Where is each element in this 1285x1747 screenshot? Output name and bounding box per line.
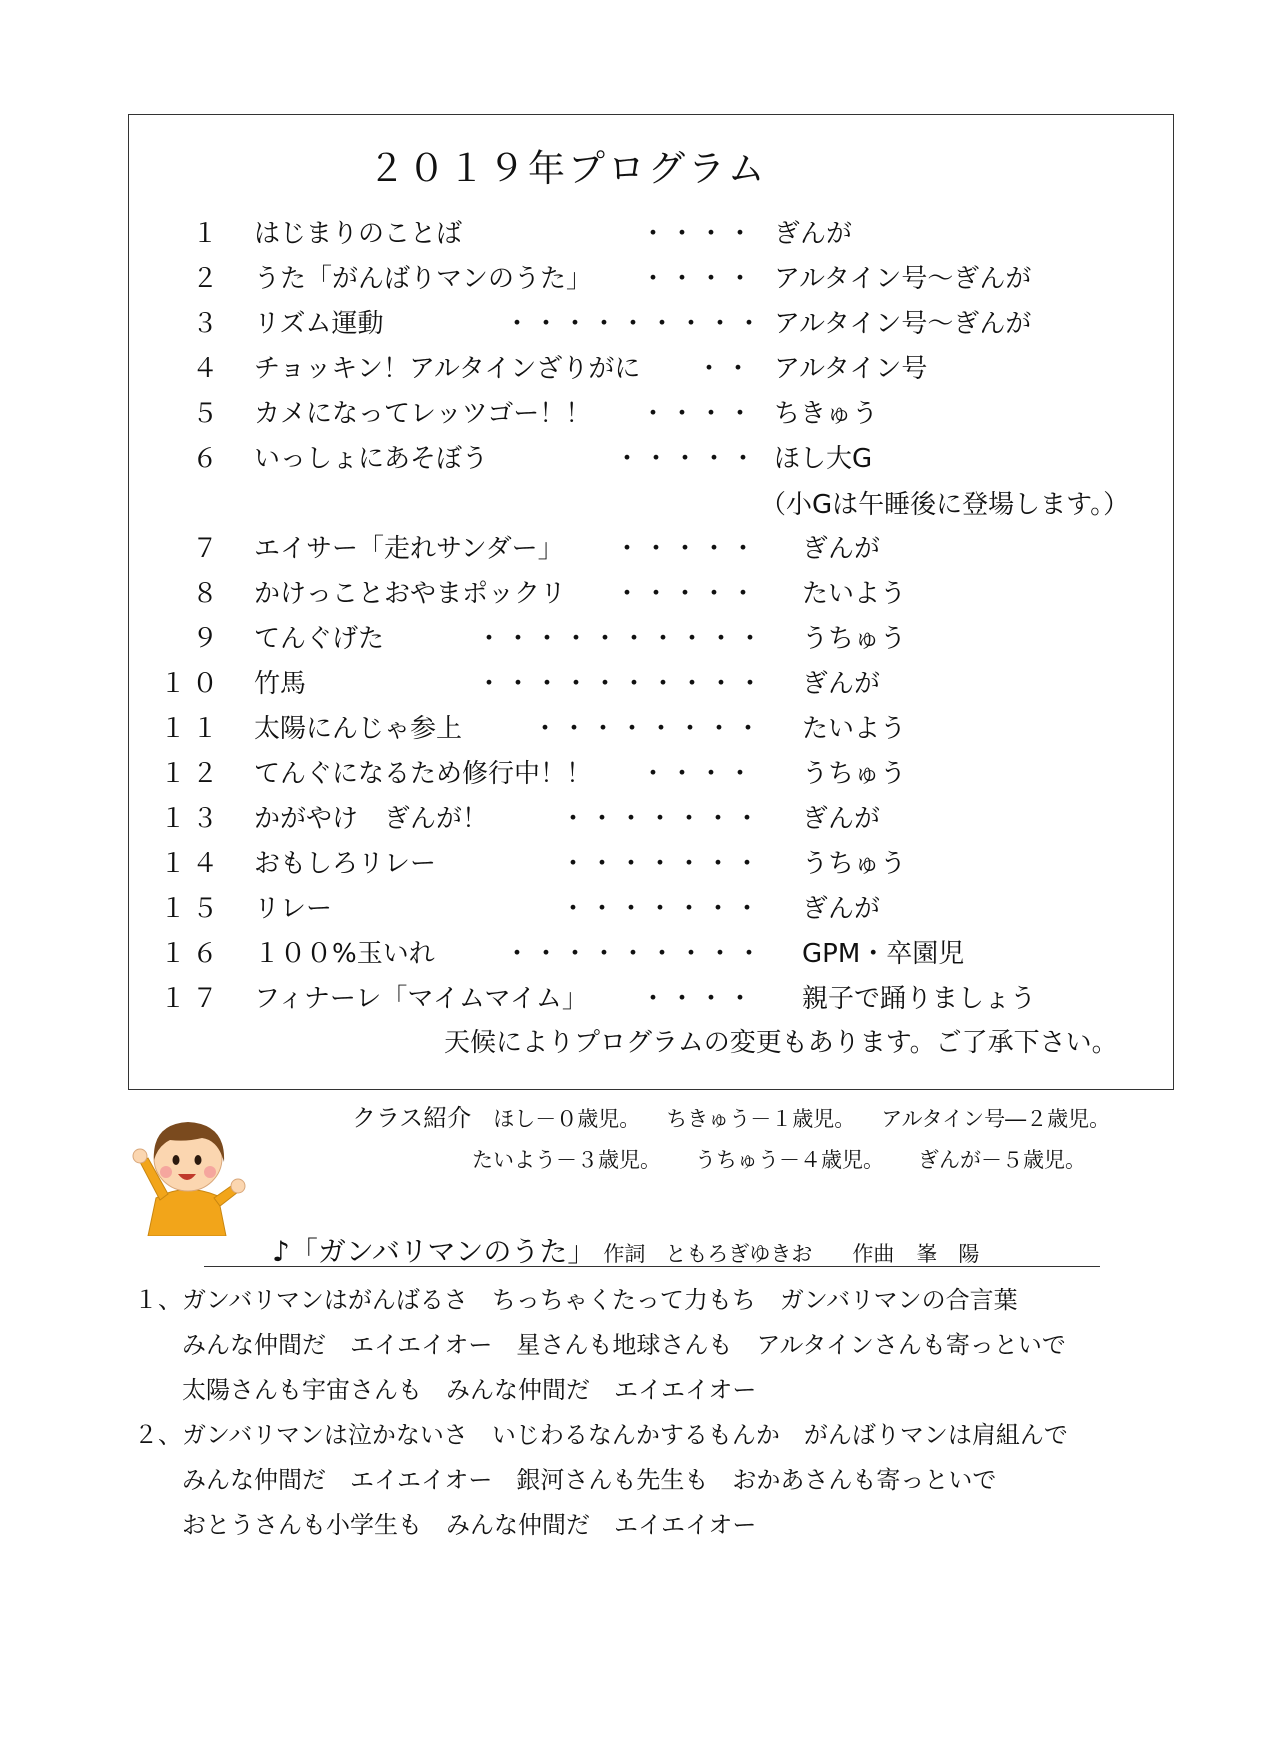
- verse-2-line-2: みんな仲間だ エイエイオー 銀河さんも先生も おかあさんも寄っといで: [182, 1466, 997, 1494]
- program-item: [0, 843, 1285, 883]
- program-item-class: ぎんが: [802, 669, 881, 699]
- program-item-number: ３: [191, 309, 224, 339]
- program-item-class: アルタイン号～ぎんが: [774, 309, 1032, 339]
- child-illustration: [126, 1112, 246, 1236]
- program-item-title: おもしろリレー: [254, 849, 437, 879]
- program-item-dots: ・・・・: [640, 399, 757, 429]
- program-item: [0, 708, 1285, 748]
- program-item-title: チョッキン！アルタインざりがに: [254, 354, 641, 384]
- program-item-title: かがやけ ぎんが！: [254, 804, 489, 834]
- program-item-dots: ・・・・: [640, 219, 757, 249]
- song-lyricist-label: 作詞: [603, 1242, 646, 1266]
- program-item-title: カメになってレッツゴー！！: [254, 399, 592, 429]
- program-item-dots: ・・・・: [640, 759, 757, 789]
- class-intro-item: ほし－０歳児。: [493, 1107, 641, 1131]
- program-item-class: ぎんが: [802, 804, 881, 834]
- song-composer-label: 作曲: [852, 1242, 895, 1266]
- program-item-title: エイサー「走れサンダー」: [254, 534, 564, 564]
- program-item-class: うちゅう: [802, 849, 907, 879]
- program-item-title: うた「がんばりマンのうた」: [254, 264, 593, 294]
- program-item: [0, 663, 1285, 703]
- program-item-title: リズム運動: [254, 309, 384, 339]
- program-item-dots: ・・・・・・・: [560, 804, 764, 834]
- program-item: [0, 798, 1285, 838]
- class-intro-line-2: [472, 1144, 1120, 1174]
- program-item-class: アルタイン号～ぎんが: [774, 264, 1032, 294]
- program-item: [0, 618, 1285, 658]
- program-item-dots: ・・・・・: [614, 534, 760, 564]
- program-item: [0, 528, 1285, 568]
- program-note: （小Gは午睡後に登場します。）: [760, 490, 1130, 520]
- program-item-title: 太陽にんじゃ参上: [254, 714, 463, 744]
- program-item-number: １６: [159, 939, 224, 969]
- verse-1-line-1: １、ガンバリマンはがんばるさ ちっちゃくたって力もち ガンバリマンの合言葉: [134, 1286, 1018, 1314]
- program-item-title: 竹馬: [254, 669, 307, 699]
- class-intro-label: クラス紹介: [352, 1104, 472, 1132]
- program-item: [0, 213, 1285, 253]
- program-item-dots: ・・・・・・・: [560, 849, 764, 879]
- program-item-class: ぎんが: [802, 894, 881, 924]
- program-item-title: １００%玉いれ: [254, 939, 435, 969]
- verse-1-line-2: みんな仲間だ エイエイオー 星さんも地球さんも アルタインさんも寄っといで: [182, 1331, 1066, 1359]
- verse-2-line-3: おとうさんも小学生も みんな仲間だ エイエイオー: [182, 1511, 757, 1539]
- program-item-dots: ・・・・・・・・・・: [476, 669, 767, 699]
- program-item: [0, 888, 1285, 928]
- program-item-dots: ・・・・・・・: [560, 894, 764, 924]
- class-intro-item: ちきゅう－１歳児。: [666, 1107, 856, 1131]
- program-item-dots: ・・: [696, 354, 755, 384]
- program-item: [0, 438, 1285, 478]
- program-item-dots: ・・・・・: [614, 579, 760, 609]
- program-item-dots: ・・・・: [640, 984, 757, 1014]
- class-intro-item: アルタイン号―２歳児。: [881, 1107, 1111, 1131]
- program-item-number: ４: [191, 354, 224, 384]
- program-item-number: １２: [159, 759, 224, 789]
- song-composer: 峯 陽: [916, 1242, 980, 1266]
- program-item-number: ８: [191, 579, 224, 609]
- program-item: [0, 348, 1285, 388]
- program-item-dots: ・・・・・・・・・・: [476, 624, 767, 654]
- program-item-number: １４: [159, 849, 224, 879]
- program-item-title: フィナーレ「マイムマイム」: [254, 984, 588, 1014]
- program-item-number: ７: [191, 534, 224, 564]
- program-item: [0, 753, 1285, 793]
- song-heading-rule: [204, 1266, 1100, 1267]
- program-item: [0, 258, 1285, 298]
- program-item-title: かけっことおやまポックリ: [254, 579, 567, 609]
- program-item-class: GPM・卒園児: [802, 939, 965, 969]
- program-item-number: １０: [159, 669, 224, 699]
- program-item-dots: ・・・・・・・・: [532, 714, 765, 744]
- program-item-title: はじまりのことば: [254, 219, 463, 249]
- program-item-number: ９: [191, 624, 224, 654]
- program-item-class: ちきゅう: [774, 399, 879, 429]
- class-intro-line-1: [352, 1098, 1136, 1133]
- program-item: [0, 573, 1285, 613]
- program-disclaimer: 天候によりプログラムの変更もあります。ご了承下さい。: [444, 1028, 1118, 1058]
- program-item-number: １: [191, 219, 224, 249]
- program-item-class: ぎんが: [774, 219, 853, 249]
- program-item-title: リレー: [254, 894, 333, 924]
- program-item-number: １３: [159, 804, 224, 834]
- song-heading: [272, 1230, 979, 1270]
- program-item-dots: ・・・・・: [614, 444, 760, 474]
- program-title: ２０１９年プログラム: [368, 147, 768, 190]
- program-item: [0, 303, 1285, 343]
- program-item-number: １５: [159, 894, 224, 924]
- program-item-class: たいよう: [802, 579, 907, 609]
- program-item-class: ぎんが: [802, 534, 881, 564]
- class-intro-item: うちゅう－４歳児。: [695, 1148, 884, 1172]
- song-title: ♪「ガンバリマンのうた」: [272, 1235, 596, 1268]
- program-item-class: ほし大G: [774, 444, 873, 474]
- program-item-class: 親子で踊りましょう: [802, 984, 1037, 1014]
- program-item-class: アルタイン号: [774, 354, 928, 384]
- verse-1-line-3: 太陽さんも宇宙さんも みんな仲間だ エイエイオー: [182, 1376, 757, 1404]
- program-item-number: １７: [159, 984, 224, 1014]
- verse-2-line-1: ２、ガンバリマンは泣かないさ いじわるなんかするもんか がんばりマンは肩組んで: [134, 1421, 1068, 1449]
- program-item-number: ２: [191, 264, 224, 294]
- program-item-dots: ・・・・・・・・・: [504, 309, 766, 339]
- program-item-number: １１: [159, 714, 224, 744]
- class-intro-item: ぎんが－５歳児。: [918, 1148, 1086, 1172]
- program-item-number: ６: [191, 444, 224, 474]
- program-item-dots: ・・・・・・・・・: [504, 939, 766, 969]
- program-item: [0, 393, 1285, 433]
- program-item-title: いっしょにあそぼう: [254, 444, 489, 474]
- class-intro-item: たいよう－３歳児。: [472, 1148, 661, 1172]
- program-item-class: たいよう: [802, 714, 907, 744]
- program-item-number: ５: [191, 399, 224, 429]
- song-lyricist: ともろぎゆきお: [665, 1242, 813, 1266]
- program-item-dots: ・・・・: [640, 264, 757, 294]
- program-item-class: うちゅう: [802, 624, 907, 654]
- program-item-title: てんぐげた: [254, 624, 385, 654]
- program-item: [0, 933, 1285, 973]
- program-item: [0, 978, 1285, 1018]
- program-item-class: うちゅう: [802, 759, 907, 789]
- program-item-title: てんぐになるため修行中！！: [254, 759, 593, 789]
